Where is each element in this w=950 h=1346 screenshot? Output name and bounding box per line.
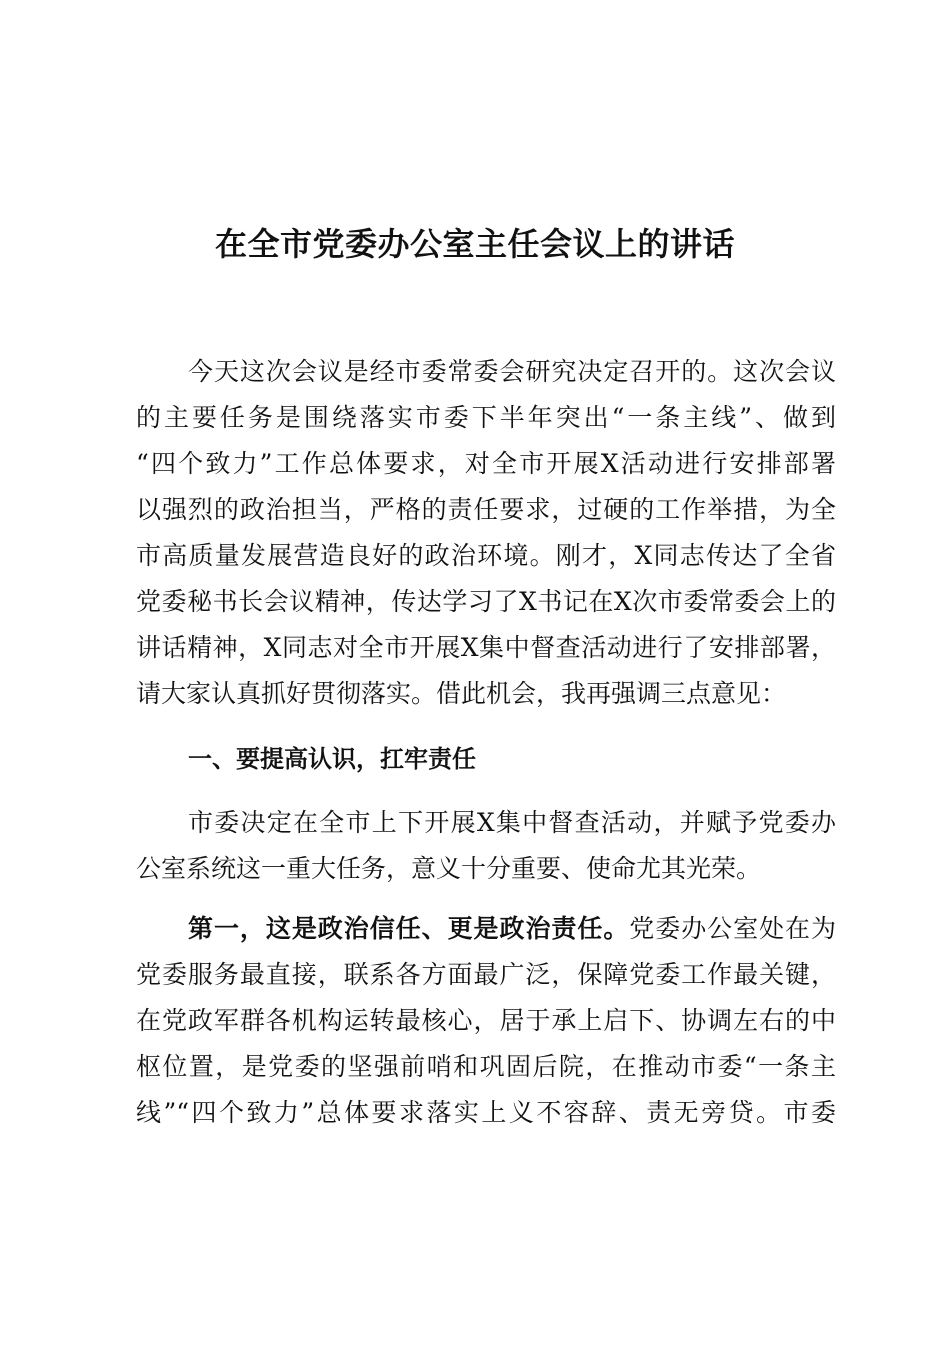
paragraph-3-line: 枢位置，是党委的坚强前哨和巩固后院，在推动市委“一条主	[136, 1052, 836, 1081]
paragraph-3-line: 线”“四个致力”总体要求落实上义不容辞、责无旁贷。市委	[136, 1098, 836, 1127]
paragraph-1-line: 的主要任务是围绕落实市委下半年突出“一条主线”、做到	[136, 403, 836, 432]
paragraph-1-line: “四个致力”工作总体要求，对全市开展X活动进行安排部署	[136, 449, 836, 478]
paragraph-1-line: 党委秘书长会议精神，传达学习了X书记在X次市委常委会上的	[136, 587, 836, 616]
paragraph-3-line: 在党政军群各机构运转最核心，居于承上启下、协调左右的中	[136, 1006, 836, 1035]
paragraph-3-lead-rest: 党委办公室处在为	[629, 914, 836, 943]
section-heading: 一、要提高认识，扛牢责任	[188, 745, 476, 773]
paragraph-3-first-line	[188, 910, 836, 948]
paragraph-1-line: 市高质量发展营造良好的政治环境。刚才，X同志传达了全省	[136, 541, 836, 570]
document-title: 在全市党委办公室主任会议上的讲话	[214, 225, 735, 263]
paragraph-2-line: 公室系统这一重大任务，意义十分重要、使命尤其光荣。	[136, 854, 762, 883]
paragraph-3-line: 党委服务最直接，联系各方面最广泛，保障党委工作最关键，	[136, 960, 836, 989]
paragraph-2-line: 市委决定在全市上下开展X集中督查活动，并赋予党委办	[188, 808, 836, 837]
paragraph-1-line: 今天这次会议是经市委常委会研究决定召开的。这次会议	[188, 357, 836, 386]
paragraph-1-line: 讲话精神，X同志对全市开展X集中督查活动进行了安排部署，	[136, 633, 836, 662]
paragraph-3-lead-bold: 第一，这是政治信任、更是政治责任。	[188, 914, 630, 943]
paragraph-1-line: 以强烈的政治担当，严格的责任要求，过硬的工作举措，为全	[136, 495, 836, 524]
paragraph-1-line: 请大家认真抓好贯彻落实。借此机会，我再强调三点意见：	[136, 679, 787, 708]
